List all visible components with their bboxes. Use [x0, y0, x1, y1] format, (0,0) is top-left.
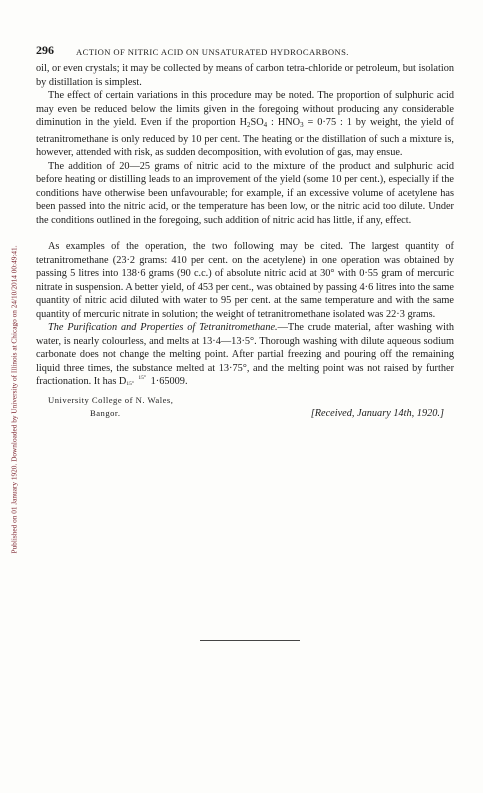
received-date: [Received, January 14th, 1920.]	[310, 407, 444, 419]
paragraph-2-text-a: The effect of certain variations in this procedure may be noted. The proportion of sulphuric acid may even be reduced below the limits given in the foregoing without producing any considerable diminution in the yield. Even if the proportion H	[36, 90, 454, 128]
paragraph-5	[36, 321, 454, 389]
paragraph-1: oil, or even crystals; it may be collected by means of carbon tetra-chloride or petroleum, but isolation by distillation is simplest.	[36, 63, 454, 88]
density-superscript: 15°	[138, 375, 147, 381]
formula-subscript: 3	[300, 121, 304, 129]
paragraph-gap	[36, 227, 454, 240]
page-header	[36, 44, 454, 62]
section-heading: The Purification and Properties of Tetranitromethane.	[48, 322, 278, 333]
end-rule	[200, 640, 300, 641]
signature-block	[36, 394, 454, 422]
paragraph-2-text-d: = 0·75 : 1 by weight, the yield of tetranitromethane is only reduced by 10 per cent. The heating or the distillation of such a mixture is, however, attended with risk, as sudden decomposition, with evolution of gas, may ensue.	[36, 117, 454, 158]
paragraph-5-text-a: —The crude material, after washing with water, is nearly colourless, and melts at 13·4—13·5°. Thorough washing with dilute aqueous sodium carbonate does not change the melting point. After partial freezing and pouring off the remaining liquid three times, the substance melted at 13·75°, and the melting point was not raised by further fractionation. It has D	[36, 322, 454, 387]
paragraph-4: As examples of the operation, the two following may be cited. The largest quantity of tetranitromethane (23·2 grams: 410 per cent. on the acetylene) in one operation was obtained by passing 5 litres into 138·6 grams (90 c.c.) of absolute nitric acid at 30° with 0·55 gram of mercuric nitrate in suspension. A better yield, of 453 per cent., was obtained by passing 4·6 litres into the same quantity of nitric acid diluted with water to 95 per cent. at the same temperature and with the same quantity of mercuric nitrate in solution; the weight of tetranitromethane isolated was 22·3 grams.	[36, 241, 454, 320]
paragraph-5-text-b: 1·65009.	[148, 376, 188, 387]
density-index	[126, 375, 146, 387]
affiliation-line1: University College of N. Wales,	[48, 394, 174, 405]
document-page	[36, 44, 454, 422]
paragraph-2-text-b: SO	[250, 117, 264, 128]
formula-subscript: 2	[247, 121, 251, 129]
formula-subscript: 4	[263, 121, 268, 129]
affiliation-line2: Bangor.	[90, 407, 121, 418]
download-watermark-text: Published on 01 January 1920. Downloaded by University of Illinois at Chicago on 24/10/2014 00:49:41.	[9, 245, 19, 554]
paragraph-2	[36, 89, 454, 160]
running-title: ACTION OF NITRIC ACID ON UNSATURATED HYDROCARBONS.	[76, 47, 349, 57]
paragraph-3: The addition of 20—25 grams of nitric acid to the mixture of the product and sulphuric acid before heating or distilling leads to an improvement of the yield (some 10 per cent.), especially if the conditions have otherwise been unfavourable; for example, if an excessive volume of acetylene has been passed into the nitric acid, or the temperature has been low, or the nitric acid too dilute. Under the conditions outlined in the foregoing, such addition of nitric acid has little, if any, effect.	[36, 160, 454, 226]
density-subscript: 15°	[126, 381, 135, 387]
page-number: 296	[36, 43, 54, 57]
paragraph-2-text-c: : HNO	[267, 117, 301, 128]
download-watermark	[9, 40, 19, 760]
